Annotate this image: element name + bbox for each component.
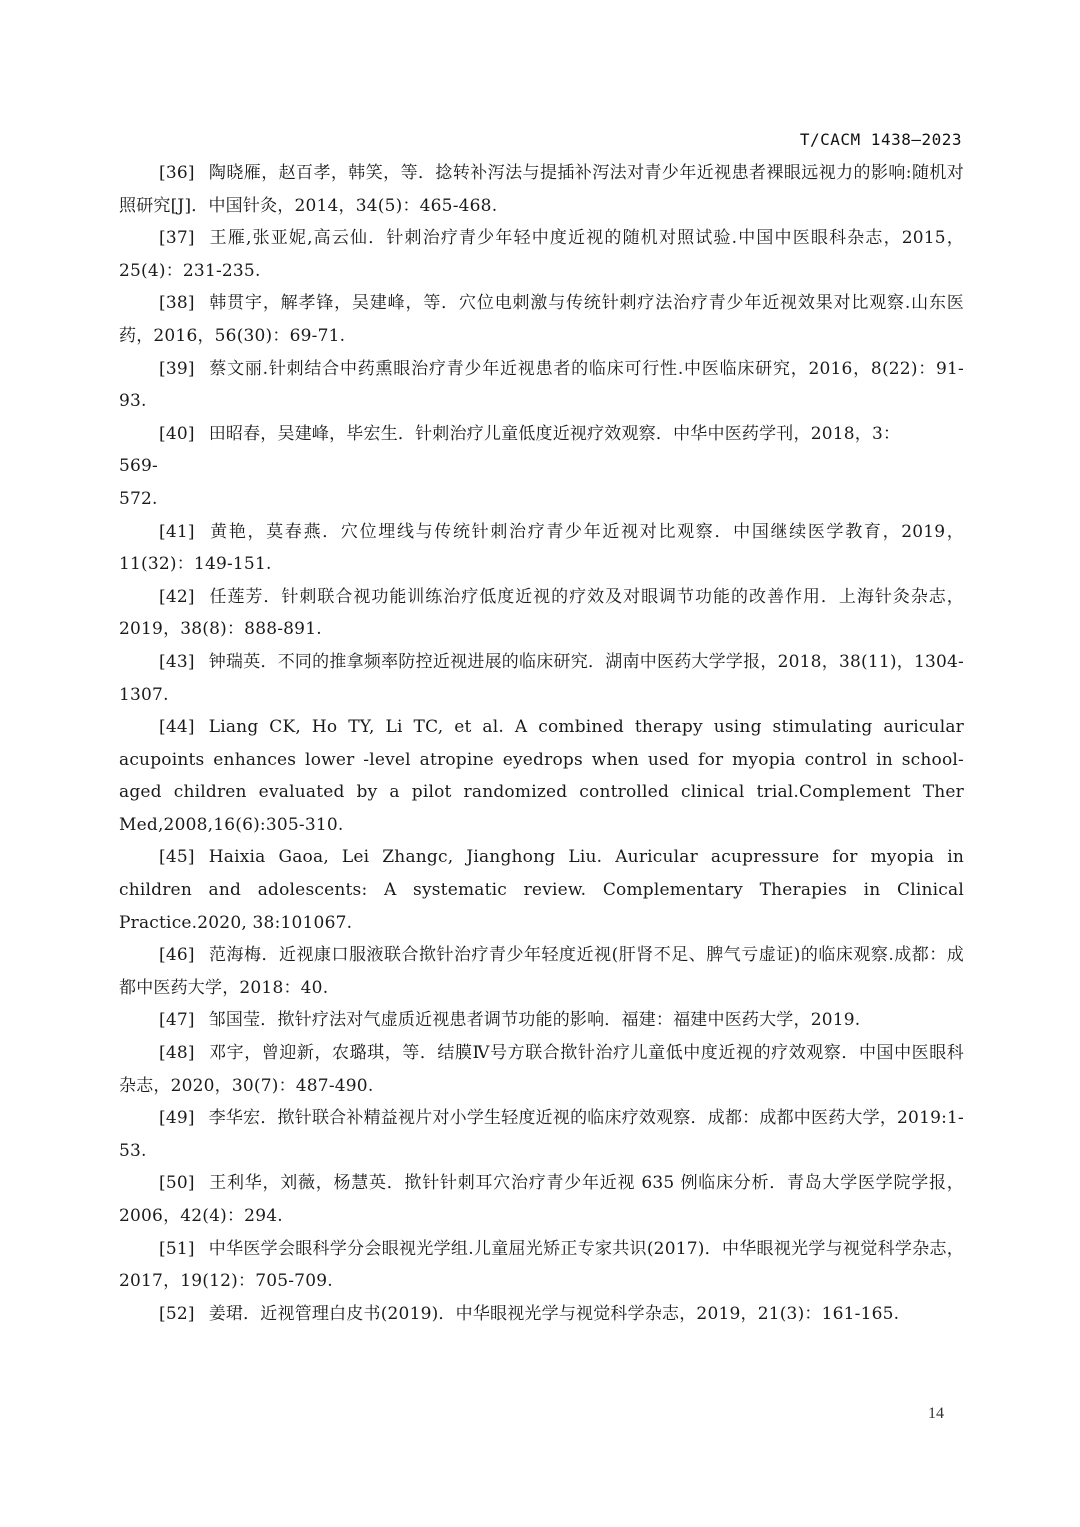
reference-item xyxy=(119,287,964,352)
reference-text: 韩贯宇，解孝锋，吴建峰，等．穴位电刺激与传统针刺疗法治疗青少年近视效果对比观察.山东医药，2016，56(30)：69-71. xyxy=(119,293,964,346)
reference-number: [38] xyxy=(159,293,195,314)
reference-item xyxy=(119,841,964,939)
reference-text: 李华宏．揿针联合补精益视片对小学生轻度近视的临床疗效观察．成都：成都中医药大学，2019:1-53. xyxy=(119,1108,964,1161)
reference-number: [48] xyxy=(159,1043,195,1064)
reference-item xyxy=(119,1233,964,1298)
reference-item xyxy=(119,222,964,287)
reference-item xyxy=(119,157,964,222)
reference-item xyxy=(119,1004,964,1037)
reference-number: [44] xyxy=(159,717,195,738)
reference-number: [37] xyxy=(159,228,195,249)
reference-number: [40] xyxy=(159,423,195,444)
reference-number: [42] xyxy=(159,586,195,607)
reference-number: [47] xyxy=(159,1010,195,1031)
reference-text-continuation: 569- xyxy=(119,456,158,477)
reference-number: [46] xyxy=(159,945,195,966)
reference-number: [52] xyxy=(159,1303,195,1324)
reference-text: 范海梅．近视康口服液联合揿针治疗青少年轻度近视(肝肾不足、脾气亏虚证)的临床观察.成都：成都中医药大学，2018：40. xyxy=(119,945,964,998)
reference-item xyxy=(119,711,964,841)
reference-text: Liang CK, Ho TY, Li TC, et al. A combined therapy using stimulating auricular acupoints enhances lower -level atropine eyedrops when used for myopia control in school-aged children evaluated by a pilot randomized controlled clinical trial.Complement Ther Med,2008,16(6):305-310. xyxy=(119,717,964,835)
reference-item xyxy=(119,1102,964,1167)
reference-text: 田昭春，吴建峰，毕宏生．针刺治疗儿童低度近视疗效观察．中华中医药学刊，2018，3： xyxy=(208,423,901,444)
reference-item xyxy=(119,1298,964,1331)
reference-text: 任莲芳．针刺联合视功能训练治疗低度近视的疗效及对眼调节功能的改善作用．上海针灸杂志，2019，38(8)：888-891. xyxy=(119,586,964,640)
reference-text: 王雁,张亚妮,高云仙．针刺治疗青少年轻中度近视的随机对照试验.中国中医眼科杂志，2015，25(4)：231-235. xyxy=(119,228,964,281)
reference-number: [45] xyxy=(159,847,195,868)
reference-text-continuation: 572. xyxy=(119,488,158,509)
reference-text: Haixia Gaoa, Lei Zhangc, Jianghong Liu. Auricular acupressure for myopia in children and adolescents: A systematic review. Complementary Therapies in Clinical Practice.2020, 38:101067. xyxy=(119,847,964,933)
reference-text: 邹国莹．揿针疗法对气虚质近视患者调节功能的影响．福建：福建中医药大学，2019. xyxy=(208,1010,861,1031)
page-number: 14 xyxy=(928,1405,944,1422)
reference-number: [49] xyxy=(159,1108,195,1129)
reference-number: [51] xyxy=(159,1238,195,1259)
standard-code-header: T/CACM 1438—2023 xyxy=(799,130,962,149)
reference-text: 邓宇，曾迎新，农璐琪，等．结膜Ⅳ号方联合揿针治疗儿童低中度近视的疗效观察．中国中医眼科杂志，2020，30(7)：487-490. xyxy=(119,1043,964,1096)
reference-item xyxy=(119,581,964,646)
reference-list xyxy=(119,157,964,1330)
reference-item xyxy=(119,939,964,1004)
reference-text: 钟瑞英．不同的推拿频率防控近视进展的临床研究．湖南中医药大学学报，2018，38(11)，1304-1307. xyxy=(119,651,964,705)
reference-item xyxy=(119,516,964,581)
reference-text: 中华医学会眼科学分会眼视光学组.儿童屈光矫正专家共识(2017)．中华眼视光学与视觉科学杂志，2017，19(12)：705-709. xyxy=(119,1238,964,1292)
reference-text: 陶晓雁，赵百孝，韩笑，等．捻转补泻法与提插补泻法对青少年近视患者裸眼远视力的影响:随机对照研究[J]．中国针灸，2014，34(5)：465-468. xyxy=(119,163,964,216)
reference-number: [39] xyxy=(159,358,195,379)
reference-item xyxy=(119,1037,964,1102)
reference-item xyxy=(119,1167,964,1232)
reference-text: 王利华，刘薇，杨慧英．揿针针刺耳穴治疗青少年近视 635 例临床分析．青岛大学医学院学报，2006，42(4)：294. xyxy=(119,1173,964,1226)
reference-number: [43] xyxy=(159,651,195,672)
reference-number: [50] xyxy=(159,1173,195,1194)
reference-item xyxy=(119,646,964,711)
reference-item xyxy=(119,418,964,516)
reference-text: 黄艳，莫春燕．穴位埋线与传统针刺治疗青少年近视对比观察．中国继续医学教育，2019，11(32)：149-151. xyxy=(119,521,964,575)
reference-number: [36] xyxy=(159,163,195,183)
reference-item xyxy=(119,353,964,418)
reference-number: [41] xyxy=(159,521,195,542)
reference-text: 姜珺．近视管理白皮书(2019)．中华眼视光学与视觉科学杂志，2019，21(3)：161-165. xyxy=(208,1303,900,1324)
reference-text: 蔡文丽.针刺结合中药熏眼治疗青少年近视患者的临床可行性.中医临床研究，2016，8(22)：91-93. xyxy=(119,358,964,412)
